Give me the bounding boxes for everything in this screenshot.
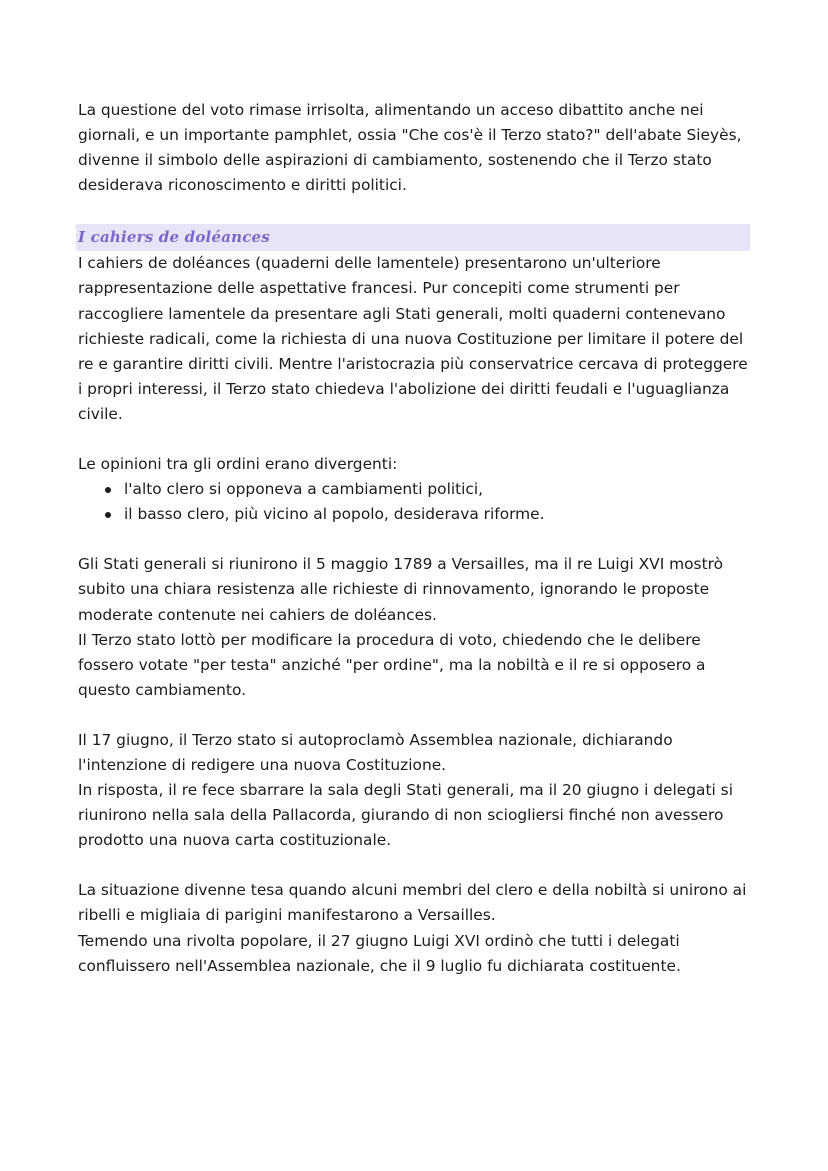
paragraph-assemblea-nazionale: Il 17 giugno, il Terzo stato si autoproclamò Assemblea nazionale, dichiarando l'intenzione di redigere una nuova Costituzione. bbox=[78, 730, 673, 774]
paragraph-spacer bbox=[78, 527, 754, 552]
opinions-intro: Le opinioni tra gli ordini erano divergenti: bbox=[78, 455, 398, 474]
paragraph-spacer bbox=[78, 427, 754, 452]
opinions-list bbox=[78, 477, 754, 527]
section-heading-bar bbox=[76, 224, 750, 251]
list-item-text: l'alto clero si opponeva a cambiamenti politici, bbox=[124, 480, 484, 499]
list-item-text: il basso clero, più vicino al popolo, desiderava riforme. bbox=[124, 505, 545, 524]
section-heading: I cahiers de doléances bbox=[78, 228, 270, 247]
bullet-icon bbox=[105, 512, 111, 518]
list-item bbox=[78, 502, 754, 527]
document-body bbox=[78, 98, 754, 979]
paragraph-situazione-tesa: La situazione divenne tesa quando alcuni membri del clero e della nobiltà si unirono ai ribelli e migliaia di parigini manifestarono a Versailles. bbox=[78, 881, 747, 925]
paragraph-costituente: Temendo una rivolta popolare, il 27 giugno Luigi XVI ordinò che tutti i delegati confluissero nell'Assemblea nazionale, che il 9 luglio fu dichiarata costituente. bbox=[78, 931, 681, 975]
paragraph-intro: La questione del voto rimase irrisolta, alimentando un acceso dibattito anche nei giornali, e un importante pamphlet, ossia "Che cos'è il Terzo stato?" dell'abate Sieyès, divenne il simbolo delle aspirazioni di cambiamento, sostenendo che il Terzo stato desiderava riconoscimento e diritti politici. bbox=[78, 101, 742, 195]
paragraph-spacer bbox=[78, 703, 754, 728]
list-item bbox=[78, 477, 754, 502]
paragraph-procedura-voto: Il Terzo stato lottò per modificare la procedura di voto, chiedendo che le delibere fossero votate "per testa" anziché "per ordine", ma la nobiltà e il re si opposero a questo cambiamento. bbox=[78, 630, 706, 699]
bullet-icon bbox=[105, 487, 111, 493]
paragraph-pallacorda: In risposta, il re fece sbarrare la sala degli Stati generali, ma il 20 giugno i delegati si riunirono nella sala della Pallacorda, giurando di non sciogliersi finché non avessero prodotto una nuova carta costituzionale. bbox=[78, 781, 733, 850]
paragraph-stati-generali: Gli Stati generali si riunirono il 5 maggio 1789 a Versailles, ma il re Luigi XVI mostrò subito una chiara resistenza alle richieste di rinnovamento, ignorando le proposte moderate contenute nei cahiers de doléances. bbox=[78, 555, 724, 624]
paragraph-spacer bbox=[78, 853, 754, 878]
paragraph-cahiers: I cahiers de doléances (quaderni delle lamentele) presentarono un'ulteriore rappresentazione delle aspettative francesi. Pur concepiti come strumenti per raccogliere lamentele da presentare agli Stati generali, molti quaderni contenevano richieste radicali, come la richiesta di una nuova Costituzione per limitare il potere del re e garantire diritti civili. Mentre l'aristocrazia più conservatrice cercava di proteggere i propri interessi, il Terzo stato chiedeva l'abolizione dei diritti feudali e l'uguaglianza civile. bbox=[78, 254, 748, 423]
